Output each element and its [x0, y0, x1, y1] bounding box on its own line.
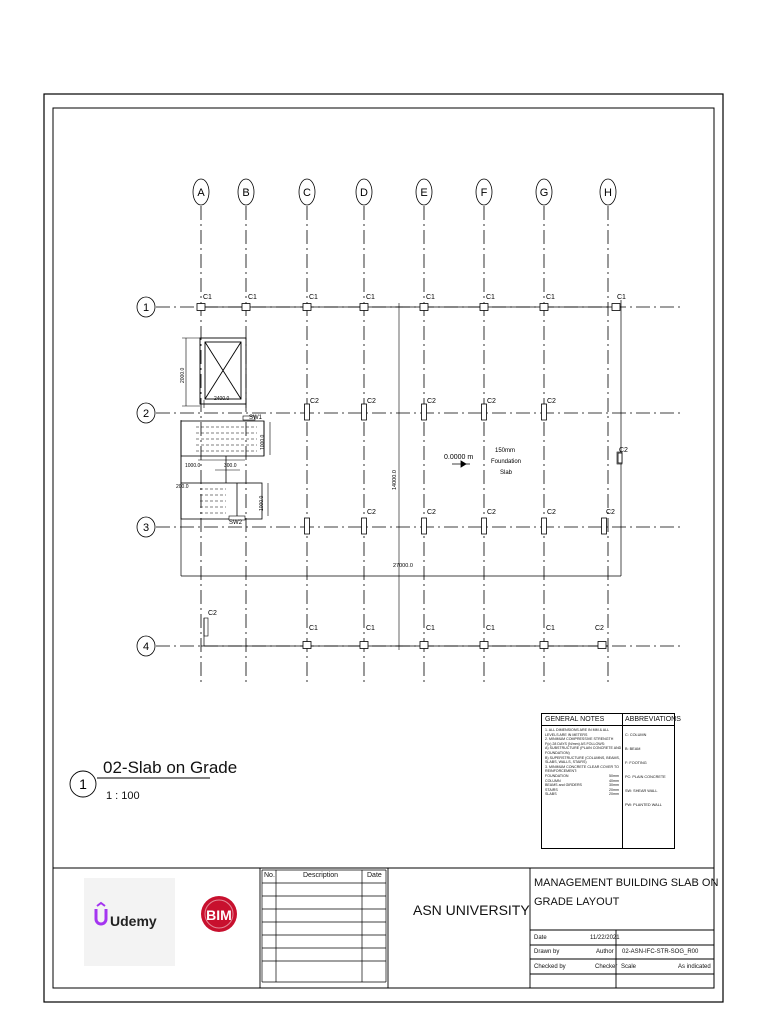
drawn-by-value: Author	[596, 949, 614, 955]
slab-outline	[181, 300, 621, 646]
dim-300: 300.0	[224, 463, 237, 469]
column-label: C1	[366, 294, 375, 301]
column-labels	[203, 294, 628, 632]
slab-note-line-1: 150mm	[495, 448, 516, 454]
column	[618, 453, 622, 463]
grid-bubble-b	[238, 179, 254, 205]
cover-item: SLABS	[545, 792, 557, 797]
abbreviation-item: PC: PLAIN CONCRETE	[625, 775, 666, 779]
column-label: C1	[366, 625, 375, 632]
grid-bubble-row-4	[137, 636, 155, 656]
column	[542, 404, 547, 420]
slab-note-line-3: Slab	[500, 470, 513, 476]
column-label: C1	[546, 625, 555, 632]
general-notes-heading: GENERAL NOTES	[542, 714, 622, 726]
note-line: REINFORCEMENT:	[545, 769, 577, 774]
shear-walls	[204, 416, 622, 636]
abbreviation-item: C: COLUMN	[625, 733, 647, 737]
bim-logo	[201, 896, 237, 932]
note-line: SLABS, WALLS, STAIRS)	[545, 760, 587, 765]
column-label: C2	[427, 509, 436, 516]
column-label: C1	[426, 294, 435, 301]
grid-bubble-g	[536, 179, 552, 205]
grid-label: C	[303, 187, 311, 199]
grid-bubble-c	[299, 179, 315, 205]
column-label: C1	[309, 625, 318, 632]
abbreviation-item: B: BEAM	[625, 747, 641, 751]
grid-label: B	[242, 187, 250, 199]
column	[482, 404, 487, 420]
dim-27000: 27000.0	[393, 563, 413, 569]
column-label: C2	[619, 447, 628, 454]
column	[420, 642, 428, 649]
column	[420, 304, 428, 311]
columns	[197, 304, 622, 649]
cover-item: FOUNDATION	[545, 773, 569, 778]
drawn-by-label: Drawn by	[534, 949, 560, 955]
cover-value: 40mm	[609, 778, 619, 783]
grid-bubble-f	[476, 179, 492, 205]
grid-bubble-row-2	[137, 403, 155, 423]
grid-label: F	[480, 187, 488, 199]
column	[305, 518, 310, 534]
column-label: C1	[248, 294, 257, 301]
grid-bubble-row-1	[137, 297, 155, 317]
note-line: FOUNDATION)	[545, 750, 570, 755]
rev-header-description: Description	[303, 872, 339, 879]
column-label: C2	[595, 625, 604, 632]
dimension-lines	[182, 303, 403, 650]
grid-bubble-h	[600, 179, 616, 205]
column	[540, 304, 548, 311]
client-name: ASN UNIVERSITY	[413, 902, 530, 918]
column-label: C1	[486, 294, 495, 301]
column	[305, 404, 310, 420]
grid-label: G	[539, 187, 549, 199]
column-label: C1	[546, 294, 555, 301]
cover-row	[542, 792, 622, 797]
column	[542, 518, 547, 534]
elevation-marker	[452, 461, 470, 467]
grid-bubble-row-3	[137, 517, 155, 537]
sheet-title-line-2: GRADE LAYOUT	[534, 896, 620, 908]
column-label: C1	[426, 625, 435, 632]
column	[480, 642, 488, 649]
slab-opening	[200, 338, 246, 404]
cover-item: STAIRS	[545, 787, 558, 792]
column-label: C2	[310, 398, 319, 405]
cover-item: BEAMS and GIRDERS	[545, 783, 582, 788]
abbreviations-heading: ABBREVIATIONS	[622, 714, 674, 726]
grid-label: 4	[142, 641, 150, 653]
udemy-logo-text: Udemy	[110, 913, 157, 929]
grid-label: 1	[142, 302, 150, 314]
column-label: C1	[486, 625, 495, 632]
column-label: C2	[487, 509, 496, 516]
grid-label: 2	[142, 408, 150, 420]
dim-2000: 2000.0	[180, 367, 186, 383]
checked-by-label: Checked by	[534, 964, 566, 970]
note-line: 1. ALL DIMENSIONS ARE IN MM & ALL	[545, 728, 610, 732]
dim-1000-stair-upper: 1000.0	[260, 434, 266, 450]
view-scale: 1 : 100	[106, 790, 140, 802]
column	[598, 642, 606, 649]
scale-value: As indicated	[678, 964, 711, 970]
abbreviation-item: F: FOOTING	[625, 761, 647, 765]
column-label: C2	[427, 398, 436, 405]
column-label: C2	[208, 610, 217, 617]
column-label: C2	[367, 509, 376, 516]
note-line: LEVELS ARE IN METERS	[545, 732, 588, 737]
grid-bubble-a	[193, 179, 209, 205]
grid-label: A	[197, 187, 205, 199]
cover-value: 20mm	[609, 792, 619, 797]
abbreviation-item: PW: PLANTED WALL	[625, 803, 662, 807]
cover-value: 30mm	[609, 783, 619, 788]
column	[602, 518, 607, 534]
column-label: C2	[547, 509, 556, 516]
column-label: C2	[487, 398, 496, 405]
inner-border	[53, 108, 714, 988]
column	[362, 518, 367, 534]
revision-table-lines	[262, 870, 386, 982]
cover-value: 20mm	[609, 787, 619, 792]
grid-label: D	[360, 187, 368, 199]
checked-by-value: Checker	[595, 964, 618, 970]
note-line: B) SUPERSTRUCTURE (COLUMNS, BEAMS,	[545, 755, 620, 760]
sheet-number: 02-ASN-IFC-STR-SOG_R00	[622, 949, 699, 955]
cover-table	[542, 774, 622, 797]
note-line: 3. MINIMUM CONCRETE CLEAR COVER TO	[545, 764, 619, 769]
abbreviation-item: SW: SHEAR WALL	[625, 789, 658, 793]
grid-label: H	[604, 187, 612, 199]
rev-header-date: Date	[367, 872, 382, 879]
column	[422, 518, 427, 534]
rev-header-no: No.	[264, 872, 275, 879]
cover-item: COLUMN	[545, 778, 561, 783]
sw2-label: SW2	[229, 520, 243, 526]
elevation-label: 0.0000 m	[444, 454, 474, 461]
column	[480, 304, 488, 311]
column-label: C1	[617, 294, 626, 301]
dim-14000: 14000.0	[392, 470, 398, 490]
column	[422, 404, 427, 420]
column-label: C2	[367, 398, 376, 405]
column	[360, 642, 368, 649]
view-title: 02-Slab on Grade	[103, 758, 238, 777]
bim-logo-text: BIM	[206, 907, 232, 923]
note-line: 2. MINIMUM COMPRESSIVE STRENGTH	[545, 737, 614, 742]
grid-bubble-d	[356, 179, 372, 205]
column	[482, 518, 487, 534]
scale-label: Scale	[621, 964, 637, 970]
column	[540, 642, 548, 649]
column-label: C1	[309, 294, 318, 301]
notes-panel	[541, 713, 681, 849]
grid-label: 3	[142, 522, 150, 534]
date-label: Date	[534, 935, 547, 941]
sheet-title-line-1: MANAGEMENT BUILDING SLAB ON	[534, 877, 719, 889]
sw1-label: SW1	[249, 415, 263, 421]
general-notes	[542, 714, 623, 848]
dim-200: 200.0	[176, 484, 189, 490]
view-number: 1	[79, 776, 87, 792]
column-label: C2	[606, 509, 615, 516]
column	[303, 642, 311, 649]
slab-note-line-2: Foundation	[491, 459, 522, 465]
note-line: A) SUBSTRUCTURE (PLAIN CONCRETE AND	[545, 746, 622, 751]
grid-bubble-e	[416, 179, 432, 205]
dim-1000-stair-lower: 1000.0	[259, 495, 265, 511]
note-line: F(c) 28 DAYS (N/mm) AS FOLLOWS:	[545, 741, 606, 746]
column	[362, 404, 367, 420]
column	[612, 304, 620, 311]
column	[303, 304, 311, 311]
general-notes-lines	[542, 726, 622, 774]
column	[242, 304, 250, 311]
grid-label: E	[420, 187, 428, 199]
abbreviations	[622, 714, 681, 848]
date-value: 11/22/2021	[590, 935, 620, 941]
cover-value: 50mm	[609, 773, 619, 778]
horizontal-grid-lines	[156, 307, 680, 646]
dim-2400: 2400.0	[214, 396, 230, 402]
column-label: C2	[547, 398, 556, 405]
column	[360, 304, 368, 311]
column-label: C1	[203, 294, 212, 301]
dim-1000-left: 1000.0	[185, 463, 201, 469]
column	[197, 304, 205, 311]
